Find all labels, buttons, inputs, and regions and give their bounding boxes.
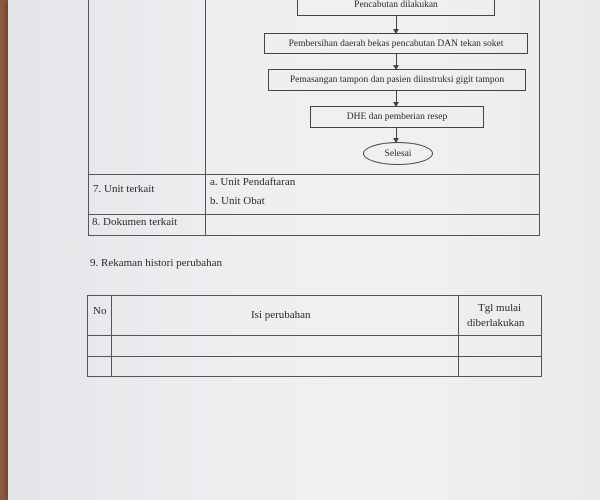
history-table-col-divider — [111, 295, 112, 377]
section8-label: 8. Dokumen terkait — [92, 216, 178, 228]
history-table-bottom — [87, 376, 541, 377]
history-header-content: Isi perubahan — [251, 309, 311, 321]
flow-end-oval: Selesai — [363, 142, 433, 165]
section9-title: 9. Rekaman histori perubahan — [90, 257, 222, 269]
section7-label: 7. Unit terkait — [93, 183, 155, 195]
table-right-border — [539, 0, 540, 236]
history-table-top — [87, 295, 541, 296]
flow-arrow — [396, 128, 397, 142]
history-table-left — [87, 295, 88, 377]
history-table-row-line — [87, 356, 541, 357]
flow-arrow — [396, 16, 397, 33]
flow-arrow — [396, 54, 397, 69]
section7-item-registration: a. Unit Pendaftaran — [210, 176, 296, 188]
document-page — [8, 0, 600, 500]
table-left-border — [88, 0, 89, 236]
table-row-divider — [88, 214, 540, 215]
flow-step-cleaning: Pembersihan daerah bekas pencabutan DAN tekan soket — [264, 33, 528, 54]
flow-step-extraction: Pencabutan dilakukan — [297, 0, 495, 16]
history-header-date-line1: Tgl mulai — [478, 302, 522, 314]
table-row-divider — [88, 174, 540, 175]
table-bottom-border — [88, 235, 540, 236]
table-mid-divider — [205, 0, 206, 236]
flow-step-dhe: DHE dan pemberian resep — [310, 106, 484, 128]
section7-item-pharmacy: b. Unit Obat — [210, 195, 265, 207]
history-table-col-divider — [458, 295, 459, 377]
flow-step-tampon: Pemasangan tampon dan pasien diinstruksi gigit tampon — [268, 69, 526, 91]
flow-arrow — [396, 91, 397, 106]
history-header-no: No — [93, 305, 107, 317]
history-table-row-line — [87, 335, 541, 336]
history-table-right — [541, 295, 542, 377]
history-header-date-line2: diberlakukan — [467, 317, 525, 329]
